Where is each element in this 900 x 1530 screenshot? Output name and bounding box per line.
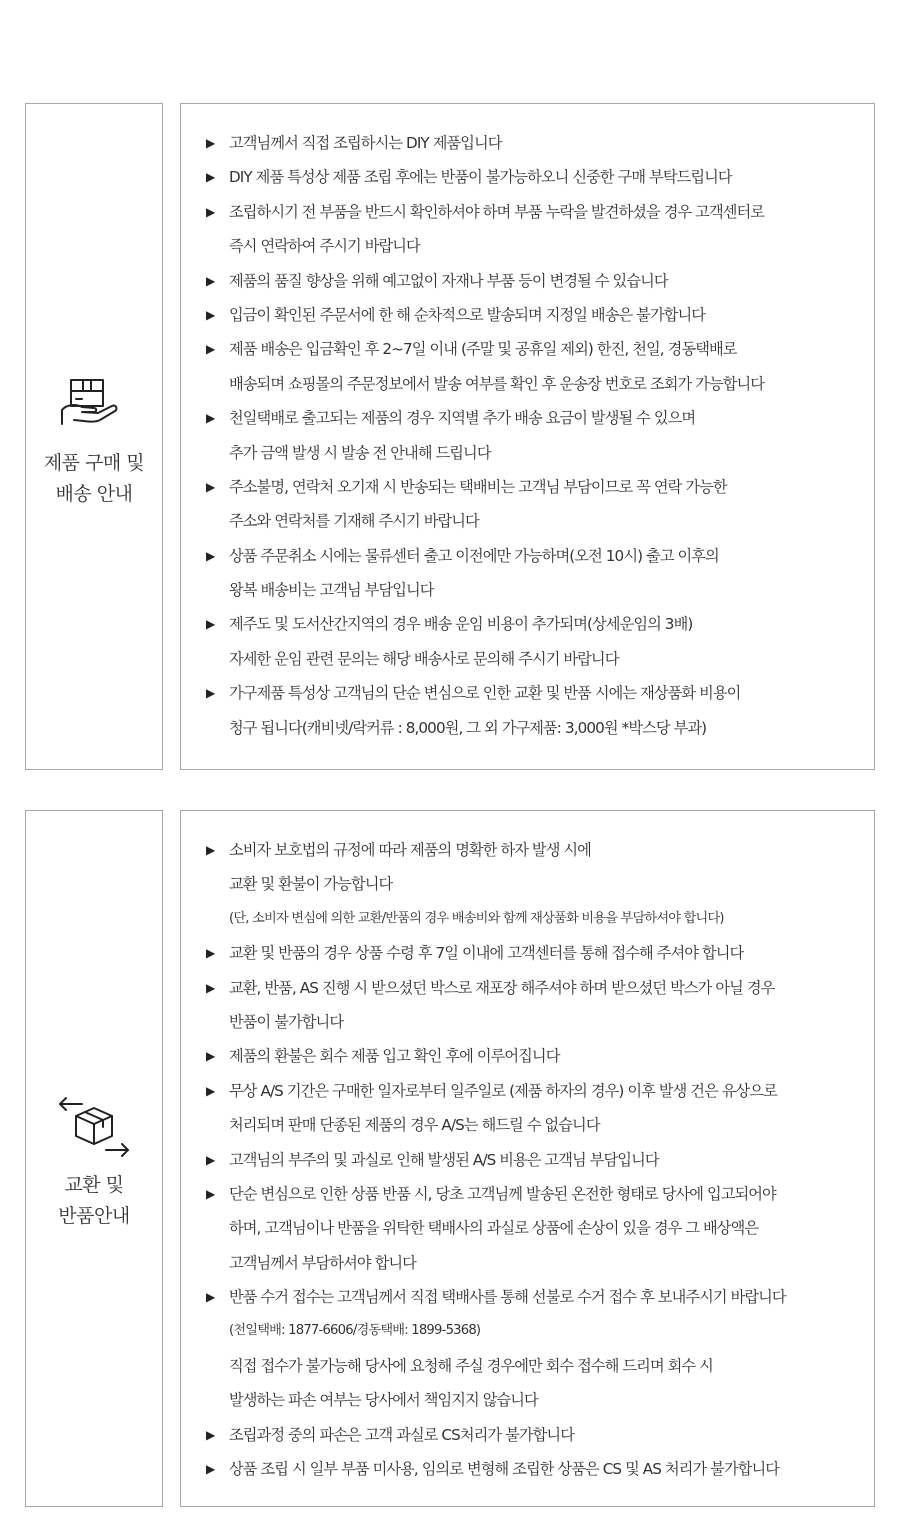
- item-text: 청구 됩니다(캐비넷/락커류 : 8,000원, 그 외 가구제품: 3,000원 *박스당 부과): [229, 718, 707, 737]
- item-text: 발생하는 파손 여부는 당사에서 책임지지 않습니다: [229, 1391, 538, 1410]
- list-item: [206, 470, 854, 539]
- item-text: 소비자 보호법의 규정에 따라 제품의 명확한 하자 발생 시에: [229, 841, 591, 859]
- item-text: 상품 주문취소 시에는 물류센터 출고 이전에만 가능하며(오전 10시) 출고 이후의: [229, 546, 719, 565]
- list-item: [206, 298, 854, 332]
- triangle-bullet-icon: ▶: [206, 548, 216, 563]
- return-box-icon: [54, 1086, 134, 1166]
- list-item: [206, 1452, 854, 1486]
- hand-box-icon: [54, 364, 134, 444]
- item-text: DIY 제품 특성상 제품 조립 후에는 반품이 불가능하오니 신중한 구매 부탁드립니다: [229, 168, 732, 187]
- list-item: [206, 936, 854, 970]
- triangle-bullet-icon: ▶: [206, 1186, 216, 1201]
- item-text: 고객님의 부주의 및 과실로 인해 발생된 A/S 비용은 고객님 부담입니다: [229, 1150, 659, 1169]
- item-text: 주소와 연락처를 기재해 주시기 바랍니다: [229, 512, 479, 531]
- item-text: 상품 조립 시 일부 부품 미사용, 임의로 변형해 조립한 상품은 CS 및 AS 처리가 불가합니다: [229, 1460, 780, 1479]
- item-text: 천일택배로 출고되는 제품의 경우 지역별 추가 배송 요금이 발생될 수 있으며: [229, 409, 696, 428]
- item-text: 고객님께서 직접 조립하시는 DIY 제품입니다: [229, 134, 502, 152]
- triangle-bullet-icon: ▶: [206, 136, 216, 150]
- triangle-bullet-icon: ▶: [206, 843, 216, 857]
- triangle-bullet-icon: ▶: [206, 170, 216, 185]
- triangle-bullet-icon: ▶: [206, 204, 216, 219]
- purchase-delivery-content: [180, 103, 875, 770]
- item-text: 추가 금액 발생 시 발송 전 안내해 드립니다: [229, 443, 491, 462]
- list-item: [206, 332, 854, 401]
- list-item: [206, 1039, 854, 1073]
- triangle-bullet-icon: ▶: [206, 1290, 216, 1305]
- item-text: 제품의 품질 향상을 위해 예고없이 자재나 부품 등이 변경될 수 있습니다: [229, 271, 668, 290]
- triangle-bullet-icon: ▶: [206, 1462, 216, 1477]
- item-text: 주소불명, 연락처 오기재 시 반송되는 택배비는 고객님 부담이므로 꼭 연락 가능한: [229, 477, 727, 496]
- item-text: 처리되며 판매 단종된 제품의 경우 A/S는 해드릴 수 없습니다: [229, 1116, 600, 1135]
- list-item: [206, 1143, 854, 1177]
- triangle-bullet-icon: ▶: [206, 946, 216, 961]
- section-title-line: 제품 구매 및: [43, 451, 145, 474]
- item-text: 자세한 운임 관련 문의는 해당 배송사로 문의해 주시기 바랍니다: [229, 649, 619, 668]
- list-item: [206, 1177, 854, 1280]
- item-text: 가구제품 특성상 고객님의 단순 변심으로 인한 교환 및 반품 시에는 재상품화 비용이: [229, 684, 741, 703]
- item-text: 즉시 연락하여 주시기 바랍니다: [229, 237, 420, 256]
- item-text: 제품 배송은 입금확인 후 2~7일 이내 (주말 및 공휴일 제외) 한진, 천일, 경동택배로: [229, 340, 737, 359]
- list-item: [206, 971, 854, 1040]
- item-note: (단, 소비자 변심에 의한 교환/반품의 경우 배송비와 함께 재상품화 비용을 부담하셔야 합니다): [229, 910, 724, 926]
- triangle-bullet-icon: ▶: [206, 307, 216, 322]
- item-text: 조립과정 중의 파손은 고객 과실로 CS처리가 불가합니다: [229, 1425, 574, 1444]
- item-text: 교환 및 반품의 경우 상품 수령 후 7일 이내에 고객센터를 통해 접수해 주셔야 합니다: [229, 944, 744, 963]
- item-text: 단순 변심으로 인한 상품 반품 시, 당초 고객님께 발송된 온전한 형태로 당사에 입고되어야: [229, 1184, 776, 1203]
- item-text: 왕복 배송비는 고객님 부담입니다: [229, 581, 434, 600]
- item-text: 조립하시기 전 부품을 반드시 확인하셔야 하며 부품 누락을 발견하셨을 경우 고객센터로: [229, 202, 765, 221]
- item-text: 무상 A/S 기간은 구매한 일자로부터 일주일로 (제품 하자의 경우) 이후 발생 건은 유상으로: [229, 1081, 777, 1100]
- section-title: [58, 1170, 129, 1232]
- list-item: [206, 126, 854, 160]
- section-title-line: 배송 안내: [55, 482, 133, 505]
- triangle-bullet-icon: ▶: [206, 1152, 216, 1167]
- list-item: [206, 1280, 854, 1418]
- item-text: 제주도 및 도서산간지역의 경우 배송 운임 비용이 추가되며(상세운임의 3배): [229, 615, 693, 634]
- triangle-bullet-icon: ▶: [206, 617, 216, 632]
- triangle-bullet-icon: ▶: [206, 1049, 216, 1064]
- item-text: 하며, 고객님이나 반품을 위탁한 택배사의 과실로 상품에 손상이 있을 경우 그 배상액은: [229, 1219, 759, 1238]
- item-text: 반품이 불가합니다: [229, 1012, 344, 1031]
- list-item: [206, 264, 854, 298]
- triangle-bullet-icon: ▶: [206, 1427, 216, 1442]
- item-text: 교환, 반품, AS 진행 시 받으셨던 박스로 재포장 해주셔야 하며 받으셨던 박스가 아닐 경우: [229, 978, 775, 997]
- section-title-line: 반품안내: [58, 1204, 130, 1227]
- item-note: (천일택배: 1877-6606/경동택배: 1899-5368): [229, 1323, 481, 1339]
- purchase-delivery-label-box: [25, 103, 163, 770]
- triangle-bullet-icon: ▶: [206, 980, 216, 995]
- list-item: [206, 676, 854, 745]
- triangle-bullet-icon: ▶: [206, 342, 216, 357]
- triangle-bullet-icon: ▶: [206, 273, 216, 288]
- list-item: [206, 833, 854, 936]
- item-text: 직접 접수가 불가능해 당사에 요청해 주실 경우에만 회수 접수해 드리며 회수 시: [229, 1356, 713, 1375]
- section-title: [44, 448, 144, 510]
- item-text: 교환 및 환불이 가능합니다: [229, 875, 393, 894]
- list-item: [206, 195, 854, 264]
- item-text: 반품 수거 접수는 고객님께서 직접 택배사를 통해 선불로 수거 접수 후 보내주시기 바랍니다: [229, 1288, 786, 1307]
- triangle-bullet-icon: ▶: [206, 686, 216, 701]
- list-item: [206, 1418, 854, 1452]
- list-item: [206, 607, 854, 676]
- triangle-bullet-icon: ▶: [206, 411, 216, 426]
- item-text: 제품의 환불은 회수 제품 입고 확인 후에 이루어집니다: [229, 1047, 560, 1066]
- list-item: [206, 160, 854, 194]
- section-title-line: 교환 및: [64, 1173, 124, 1196]
- item-text: 배송되며 쇼핑몰의 주문정보에서 발송 여부를 확인 후 운송장 번호로 조회가 가능합니다: [229, 374, 765, 393]
- exchange-return-label-box: [25, 810, 163, 1507]
- triangle-bullet-icon: ▶: [206, 1083, 216, 1098]
- list-item: [206, 1074, 854, 1143]
- item-text: 고객님께서 부담하셔야 합니다: [229, 1253, 416, 1272]
- triangle-bullet-icon: ▶: [206, 479, 216, 494]
- list-item: [206, 539, 854, 608]
- list-item: [206, 401, 854, 470]
- item-text: 입금이 확인된 주문서에 한 해 순차적으로 발송되며 지정일 배송은 불가합니다: [229, 305, 706, 324]
- exchange-return-content: [180, 810, 875, 1507]
